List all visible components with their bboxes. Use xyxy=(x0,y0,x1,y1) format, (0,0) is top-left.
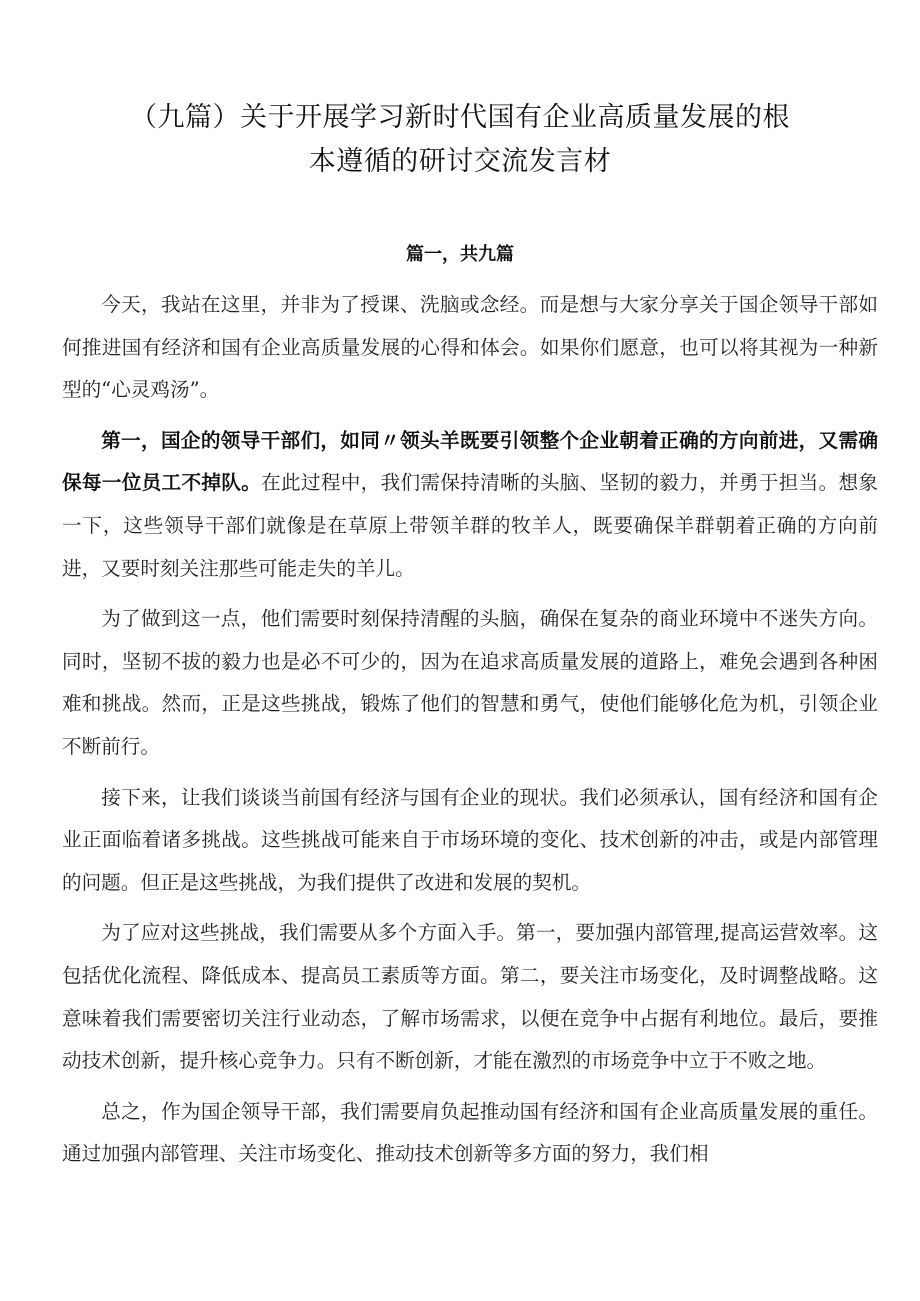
paragraph-text: 总之，作为国企领导干部，我们需要肩负起推动国有经济和国有企业高质量发展的重任。通过加强内部管理、关注市场变化、推动技术创新等多方面的努力，我们相 xyxy=(62,1099,878,1166)
paragraph-text: 为了应对这些挑战，我们需要从多个方面入手。第一，要加强内部管理,提高运营效率。这包括优化流程、降低成本、提高员工素质等方面。第二，要关注市场变化，及时调整战略。这意味着我们需要密切关注行业动态，了解市场需求，以便在竞争中占据有利地位。最后，要推动技术创新，提升核心竞争力。只有不断创新，才能在激烈的市场竞争中立于不败之地。 xyxy=(62,921,878,1073)
paragraph xyxy=(62,1091,878,1176)
document-body xyxy=(62,284,878,1176)
paragraph-text: 接下来，让我们谈谈当前国有经济与国有企业的现状。我们必须承认，国有经济和国有企业正面临着诸多挑战。这些挑战可能来自于市场环境的变化、技术创新的冲击，或是内部管理的问题。但正是这些挑战，为我们提供了改进和发展的契机。 xyxy=(62,785,878,894)
paragraph xyxy=(62,284,878,412)
document-title xyxy=(60,96,860,184)
paragraph-text: 在此过程中，我们需保持清晰的头脑、坚韧的毅力，并勇于担当。想象一下，这些领导干部们就像是在草原上带领羊群的牧羊人，既要确保羊群朝着正确的方向前进，又要时刻关注那些可能走失的羊儿。 xyxy=(62,471,879,580)
title-line-1: （九篇）关于开展学习新时代国有企业高质量发展的根 xyxy=(130,102,790,133)
paragraph-text: 为了做到这一点，他们需要时刻保持清醒的头脑，确保在复杂的商业环境中不迷失方向。同时，坚韧不拔的毅力也是必不可少的，因为在追求高质量发展的道路上，难免会遇到各种困难和挑战。然而，正是这些挑战，锻炼了他们的智慧和勇气，使他们能够化危为机，引领企业不断前行。 xyxy=(62,607,878,758)
paragraph xyxy=(62,777,878,905)
section-heading: 篇一，共九篇 xyxy=(406,244,514,265)
paragraph xyxy=(62,598,878,768)
paragraph xyxy=(62,912,878,1082)
paragraph xyxy=(62,420,878,590)
paragraph-text: 今天，我站在这里，并非为了授课、洗脑或念经。而是想与大家分享关于国企领导干部如何推进国有经济和国有企业高质量发展的心得和体会。如果你们愿意，也可以将其视为一种新型的“心灵鸡汤”。 xyxy=(62,293,878,402)
paragraph-bold-lead: 第一，国企的领导干部们，如同〃领头羊既要引领整个企业朝着正确的方向前进，又需确保每一位员工不掉队。 xyxy=(62,428,878,495)
title-line-2: 本遵循的研讨交流发言材 xyxy=(308,146,612,177)
